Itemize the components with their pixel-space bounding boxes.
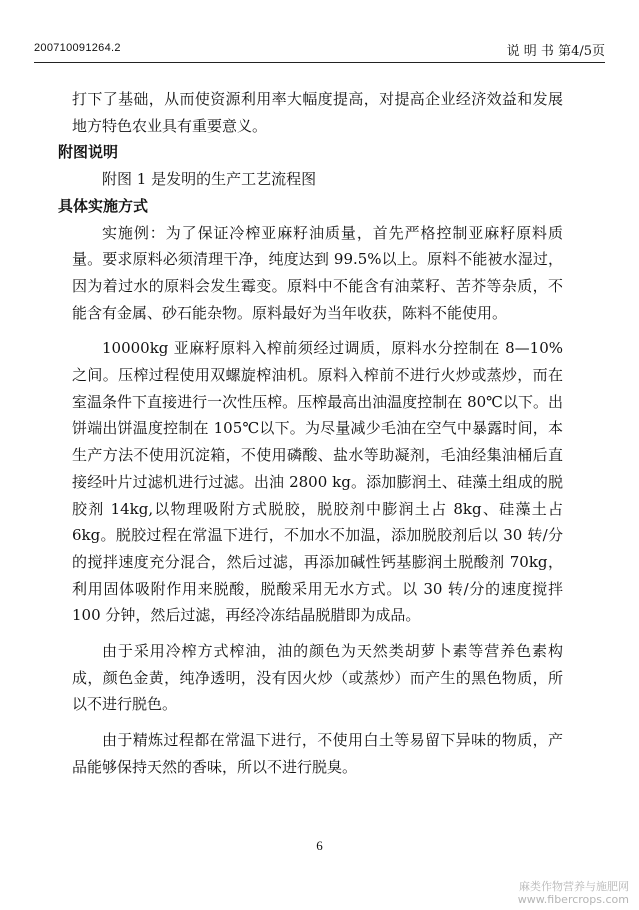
paragraph-process: 10000kg 亚麻籽原料入榨前须经过调质，原料水分控制在 8—10%之间。压榨过程使用双螺旋榨油机。原料入榨前不进行火炒或蒸炒，而在室温条件下直接进行一次性压榨。压榨最高出油温度控制在 80℃以下。出饼端出饼温度控制在 105℃以下。为尽量减少毛油在空气中暴露时间，本生产方法不使用沉淀箱，不使用磷酸、盐水等助凝剂，毛油经集油桶后直接经叶片过滤机进行过滤。出油 2800 kg。添加膨润土、硅藻土组成的脱胶剂 14kg,以物理吸附方式脱胶，脱胶剂中膨润土占 8kg、硅藻土占 6kg。脱胶过程在常温下进行，不加水不加温，添加脱胶剂后以 30 转/分的搅拌速度充分混合，然后过滤，再添加碱性钙基膨润土脱酸剂 70kg，利用固体吸附作用来脱酸，脱酸采用无水方式。以 30 转/分的速度搅拌 100 分钟，然后过滤，再经冷冻结晶脱腊即为成品。	[72, 339, 563, 625]
document-body	[58, 86, 563, 781]
heading-figure-description: 附图说明	[58, 143, 119, 162]
document-type-page-count: 说 明 书 第4/5页	[506, 44, 605, 59]
header-divider	[34, 62, 605, 63]
heading-embodiment: 具体实施方式	[58, 196, 149, 215]
page-number: 6	[316, 838, 323, 853]
page-header	[34, 40, 605, 60]
watermark-url: www.fibercrops.com	[517, 893, 629, 906]
application-number: 200710091264.2	[34, 42, 121, 54]
paragraph-example: 实施例：为了保证冷榨亚麻籽油质量，首先严格控制亚麻籽原料质量。要求原料必须清理干净，纯度达到 99.5%以上。原料不能被水湿过，因为着过水的原料会发生霉变。原料中不能含有油菜籽、苦芥等杂质，不能含有金属、砂石能杂物。原料最好为当年收获，陈料不能使用。	[72, 223, 563, 322]
figure-caption: 附图 1 是发明的生产工艺流程图	[102, 170, 317, 189]
paragraph-odor: 由于精炼过程都在常温下进行，不使用白土等易留下异味的物质，产品能够保持天然的香味，所以不进行脱臭。	[72, 731, 563, 776]
watermark-site-name: 麻类作物营养与施肥网	[519, 880, 629, 893]
paragraph-color: 由于采用冷榨方式榨油，油的颜色为天然类胡萝卜素等营养色素构成，颜色金黄，纯净透明，没有因火炒（或蒸炒）而产生的黑色物质，所以不进行脱色。	[72, 642, 563, 714]
paragraph-intro: 打下了基础，从而使资源利用率大幅度提高，对提高企业经济效益和发展地方特色农业具有重要意义。	[72, 90, 563, 135]
watermark	[518, 880, 629, 906]
